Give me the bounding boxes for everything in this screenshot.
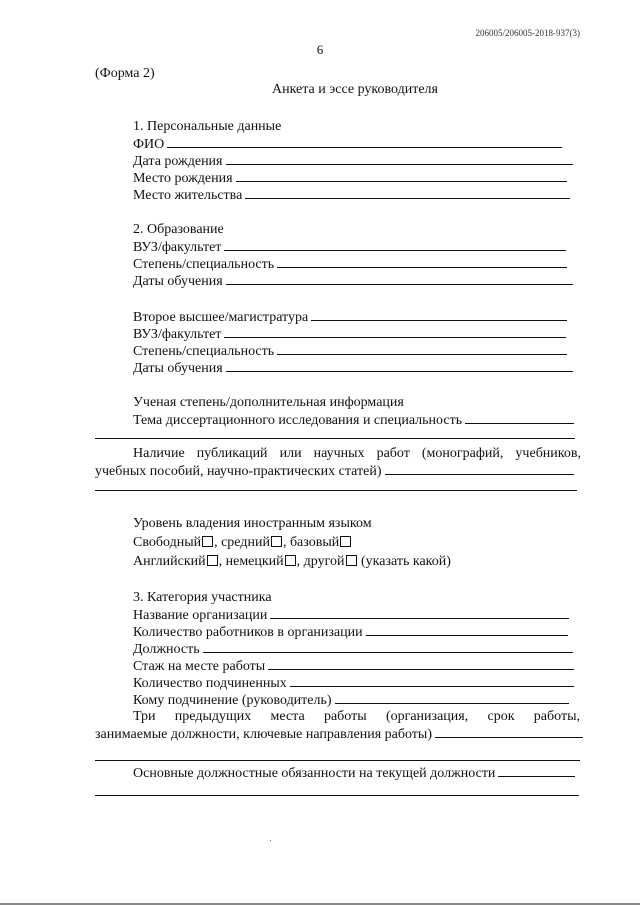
- univ2-input-line[interactable]: [224, 325, 566, 338]
- birth-place-input-line[interactable]: [236, 169, 567, 182]
- publications-field[interactable]: [95, 462, 574, 480]
- dates-input-line[interactable]: [226, 272, 573, 285]
- reports-to-label: Кому подчинение (руководитель): [133, 693, 332, 708]
- duties-label: Основные должностные обязанности на текущей должности: [133, 766, 496, 781]
- fio-field[interactable]: [133, 135, 562, 153]
- lang-other-checkbox[interactable]: [346, 555, 357, 566]
- lang-english-checkbox[interactable]: [207, 555, 218, 566]
- second-degree-label: Второе высшее/магистратура: [133, 310, 309, 325]
- subordinates-field[interactable]: [133, 674, 574, 692]
- language-level-row: [133, 534, 352, 551]
- dates2-input-line[interactable]: [226, 359, 573, 372]
- lang-german-checkbox[interactable]: [285, 555, 296, 566]
- document-code: 206005/206005-2018-937(3): [475, 28, 580, 38]
- publications-text-line-1: Наличие публикаций или научных работ (монографий, учебников,: [133, 446, 581, 461]
- reports-to-input-line[interactable]: [335, 691, 569, 704]
- page-number: 6: [316, 42, 324, 57]
- subordinates-label: Количество подчиненных: [133, 676, 287, 691]
- dates2-label: Даты обучения: [133, 361, 223, 376]
- degree-input-line[interactable]: [277, 255, 567, 268]
- previous-jobs-input-line[interactable]: [435, 725, 583, 738]
- duties-continuation-line[interactable]: [95, 795, 579, 796]
- dates-field[interactable]: [133, 272, 573, 290]
- org-field[interactable]: [133, 606, 569, 624]
- tenure-input-line[interactable]: [268, 657, 574, 670]
- fio-input-line[interactable]: [167, 135, 562, 148]
- section-3-heading: 3. Категория участника: [133, 590, 272, 605]
- publications-continuation-line[interactable]: [95, 490, 577, 491]
- second-degree-field[interactable]: [133, 308, 567, 326]
- level-mid-checkbox[interactable]: [271, 536, 282, 547]
- birth-place-label: Место рождения: [133, 171, 233, 186]
- birth-date-field[interactable]: [133, 152, 573, 170]
- form-label: (Форма 2): [95, 66, 155, 81]
- org-label: Название организации: [133, 608, 268, 623]
- thesis-input-line[interactable]: [465, 411, 574, 424]
- lang-english-label: Английский: [133, 554, 206, 569]
- thesis-label: Тема диссертационного исследования и специальность: [133, 413, 463, 428]
- academic-degree-label: Ученая степень/дополнительная информация: [133, 395, 404, 410]
- section-2-heading: 2. Образование: [133, 222, 224, 237]
- lang-other-label: , другой: [296, 554, 345, 569]
- language-heading: Уровень владения иностранным языком: [133, 516, 372, 531]
- previous-jobs-field[interactable]: [95, 725, 583, 743]
- publications-input-line[interactable]: [385, 462, 574, 475]
- page-title: Анкета и эссе руководителя: [272, 82, 438, 97]
- birth-place-field[interactable]: [133, 169, 567, 187]
- residence-input-line[interactable]: [245, 186, 570, 199]
- duties-input-line[interactable]: [498, 764, 575, 777]
- lang-german-label: , немецкий: [218, 554, 284, 569]
- level-base-label: , базовый: [282, 535, 340, 550]
- tenure-label: Стаж на месте работы: [133, 659, 266, 674]
- language-choice-row: [133, 553, 451, 570]
- section-1-heading: 1. Персональные данные: [133, 119, 282, 134]
- thesis-continuation-line[interactable]: [95, 438, 575, 439]
- univ-label: ВУЗ/факультет: [133, 240, 222, 255]
- degree-label: Степень/специальность: [133, 257, 275, 272]
- employees-input-line[interactable]: [366, 623, 568, 636]
- reports-to-field[interactable]: [133, 691, 569, 709]
- org-input-line[interactable]: [270, 606, 569, 619]
- level-mid-label: , средний: [214, 535, 270, 550]
- position-label: Должность: [133, 642, 200, 657]
- lang-specify-label: (указать какой): [361, 554, 451, 569]
- thesis-field[interactable]: [133, 411, 574, 429]
- level-base-checkbox[interactable]: [340, 536, 351, 547]
- position-field[interactable]: [133, 640, 573, 658]
- univ-input-line[interactable]: [224, 238, 566, 251]
- univ2-field[interactable]: [133, 325, 566, 343]
- residence-field[interactable]: [133, 186, 570, 204]
- scan-speck: [270, 840, 271, 841]
- employees-label: Количество работников в организации: [133, 625, 363, 640]
- position-input-line[interactable]: [203, 640, 573, 653]
- degree-field[interactable]: [133, 255, 567, 273]
- level-free-checkbox[interactable]: [202, 536, 213, 547]
- tenure-field[interactable]: [133, 657, 574, 675]
- degree2-input-line[interactable]: [277, 342, 567, 355]
- publications-label: учебных пособий, научно-практических статей): [95, 464, 382, 479]
- level-free-label: Свободный: [133, 535, 202, 550]
- previous-jobs-continuation-line[interactable]: [95, 760, 580, 761]
- univ-field[interactable]: [133, 238, 566, 256]
- subordinates-input-line[interactable]: [290, 674, 574, 687]
- second-degree-input-line[interactable]: [311, 308, 567, 321]
- previous-jobs-label: занимаемые должности, ключевые направления работы): [95, 727, 432, 742]
- dates2-field[interactable]: [133, 359, 573, 377]
- residence-label: Место жительства: [133, 188, 243, 203]
- degree2-field[interactable]: [133, 342, 567, 360]
- employees-field[interactable]: [133, 623, 568, 641]
- duties-field[interactable]: [133, 764, 575, 782]
- dates-label: Даты обучения: [133, 274, 223, 289]
- fio-label: ФИО: [133, 137, 165, 152]
- univ2-label: ВУЗ/факультет: [133, 327, 222, 342]
- previous-jobs-text-line-1: Три предыдущих места работы (организация, срок работы,: [133, 709, 580, 724]
- birth-date-input-line[interactable]: [226, 152, 574, 165]
- birth-date-label: Дата рождения: [133, 154, 223, 169]
- degree2-label: Степень/специальность: [133, 344, 275, 359]
